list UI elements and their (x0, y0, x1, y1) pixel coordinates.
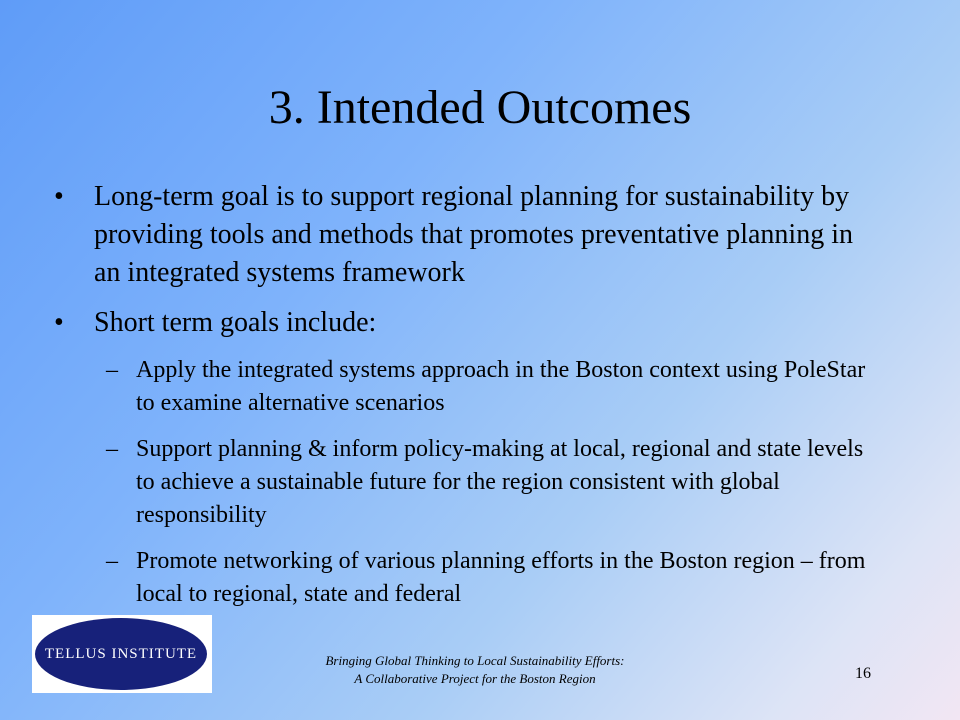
sub-bullet-item (52, 354, 882, 420)
sub-bullet-item (52, 433, 882, 532)
footer-caption (250, 652, 700, 688)
bullet-marker: • (54, 307, 64, 338)
tellus-institute-logo (32, 615, 212, 693)
logo-text: TELLUS INSTITUTE (44, 645, 198, 662)
bullet-item (52, 304, 882, 342)
bullet-text: Short term goals include: (94, 307, 377, 338)
footer-line-2: A Collaborative Project for the Boston Region (354, 671, 596, 686)
logo-ellipse (35, 618, 207, 690)
bullet-marker: • (54, 181, 64, 212)
slide-body (52, 178, 882, 624)
bullet-item (52, 178, 882, 292)
sub-bullet-marker: – (106, 436, 118, 462)
sub-bullet-marker: – (106, 548, 118, 574)
sub-bullet-marker: – (106, 357, 118, 383)
sub-bullet-text: Support planning & inform policy-making at local, regional and state levels to achieve a sustainable future for the region consistent with global responsibility (136, 436, 864, 528)
footer-line-1: Bringing Global Thinking to Local Sustainability Efforts: (325, 653, 625, 668)
sub-bullet-text: Promote networking of various planning efforts in the Boston region – from local to regional, state and federal (136, 548, 866, 607)
page-number: 16 (855, 665, 871, 682)
bullet-text: Long-term goal is to support regional planning for sustainability by providing tools and methods that promotes preventative planning in an integrated systems framework (94, 181, 853, 288)
sub-bullet-text: Apply the integrated systems approach in the Boston context using PoleStar to examine alternative scenarios (136, 357, 866, 416)
slide-title: 3. Intended Outcomes (268, 81, 692, 134)
sub-bullet-item (52, 545, 882, 611)
